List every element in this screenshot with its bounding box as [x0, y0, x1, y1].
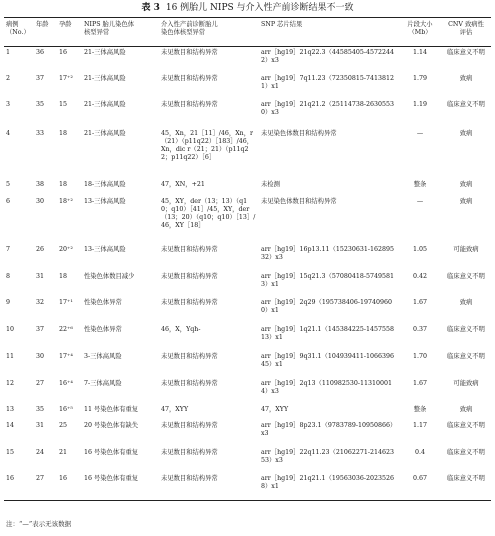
- cell-age: 26: [36, 245, 45, 253]
- cell-nips-result: 21-三体高风险: [84, 129, 126, 137]
- cell-snp-array-result: arr［hg19］1q21.1（145384225-145755813）x1: [261, 325, 395, 341]
- header-line: 介入性产前诊断胎儿: [161, 21, 218, 28]
- cell-snp-array-result: arr［hg19］16p13.11（15230631-16289532）x3: [261, 245, 395, 261]
- cell-fragment-size: —: [416, 129, 424, 137]
- cell-gestational-age: 25: [59, 421, 68, 429]
- table-caption: [0, 2, 495, 14]
- cell-age: 33: [36, 129, 45, 137]
- cell-nips-result: 20 号染色体有缺失: [84, 421, 139, 429]
- cell-age: 30: [36, 197, 45, 205]
- cell-case-no: 12: [6, 379, 15, 387]
- cell-case-no: 4: [6, 129, 11, 137]
- cell-fragment-size: 1.05: [412, 245, 428, 253]
- cell-nips-result: 性染色体异常: [84, 325, 122, 333]
- cell-fragment-size: 1.14: [412, 49, 428, 56]
- cell-invasive-karyotype: 未见数目和结构异常: [161, 298, 218, 306]
- cell-invasive-karyotype: 46，X，Yqh-: [161, 325, 201, 333]
- header-line: 染色体核型异常: [161, 29, 206, 37]
- cell-age: 37: [36, 325, 45, 333]
- table-row: [4, 378, 491, 404]
- cell-case-no: 9: [6, 298, 11, 306]
- cell-snp-array-result: arr［hg19］15q21.3（57080418-57495813）x1: [261, 272, 395, 288]
- header-line: 孕龄: [59, 21, 72, 28]
- cell-invasive-karyotype: 45，Xn，21［11］/46，Xn，r（21）（p11q22）［183］/46，Xn，dic r（21；21）（p11q22；p11q22）［6］: [161, 129, 254, 162]
- cell-fragment-size: 0.4: [414, 448, 425, 456]
- cell-fragment-size: 1.70: [412, 352, 428, 360]
- cell-cnv-assessment: 临床意义不明: [447, 448, 485, 456]
- cell-age: 31: [36, 272, 45, 280]
- header-invasive-karyotype: [159, 18, 259, 47]
- cell-fragment-size: 1.67: [412, 298, 428, 306]
- cell-invasive-karyotype: 未见数目和结构异常: [159, 473, 259, 501]
- cell-invasive-karyotype: 未见数目和结构异常: [161, 49, 218, 56]
- header-line: SNP 芯片结果: [261, 21, 303, 28]
- cell-gestational-age: 15: [59, 100, 68, 108]
- table-row: [4, 420, 491, 447]
- cell-case-no: 1: [6, 49, 11, 56]
- cell-nips-result: 16 号染色体有重复: [84, 448, 139, 456]
- cell-snp-array-result: arr［hg19］22q11.23（21062271-21462353）x3: [261, 448, 395, 464]
- cell-snp-array-result: 未见染色体数目和结构异常: [261, 129, 337, 137]
- cell-invasive-karyotype: 未见数目和结构异常: [161, 245, 218, 253]
- cell-cnv-assessment: 致病: [459, 129, 473, 137]
- header-line: （Mb）: [408, 29, 432, 37]
- cell-cnv-assessment: 临床意义不明: [447, 325, 485, 333]
- cell-fragment-size: 整条: [413, 405, 427, 413]
- cell-nips-result: 21-三体高风险: [84, 100, 126, 108]
- cell-fragment-size: —: [416, 197, 424, 205]
- cell-case-no: 3: [6, 100, 11, 108]
- cell-snp-array-result: arr［hg19］21q21.1（19563036-20235268）x1: [259, 473, 399, 501]
- table-row: [4, 297, 491, 324]
- table-row: [4, 404, 491, 420]
- cell-fragment-size: 1.79: [412, 74, 428, 82]
- cell-gestational-age: 18⁺²: [59, 197, 73, 205]
- cell-cnv-assessment: 致病: [459, 180, 473, 188]
- cell-case-no: 11: [6, 352, 15, 360]
- cell-gestational-age: 17⁺⁴: [59, 352, 73, 360]
- cell-nips-result: 16 号染色体有重复: [82, 473, 159, 501]
- cell-snp-array-result: arr［hg19］7q11.23（72350815-74138121）x1: [261, 74, 395, 90]
- header-cnv-assessment: [441, 18, 491, 47]
- table-row: [4, 47, 491, 73]
- cell-age: 24: [36, 448, 45, 456]
- cell-case-no: 14: [6, 421, 15, 429]
- cell-gestational-age: 17⁺²: [59, 74, 73, 82]
- header-line: 年龄: [36, 21, 49, 28]
- cell-case-no: 5: [6, 180, 11, 188]
- cell-nips-result: 21-三体高风险: [84, 74, 126, 82]
- cell-age: 35: [36, 405, 45, 413]
- cell-fragment-size: 1.19: [412, 100, 428, 108]
- cell-cnv-assessment: 临床意义不明: [447, 49, 485, 56]
- cell-age: 32: [36, 298, 45, 306]
- cell-age: 36: [36, 49, 45, 56]
- cell-snp-array-result: 未检测: [261, 180, 280, 188]
- cell-case-no: 6: [6, 197, 11, 205]
- table-row: [4, 351, 491, 378]
- cell-cnv-assessment: 可能致病: [453, 245, 479, 253]
- cell-case-no: 8: [6, 272, 11, 280]
- cell-nips-result: 7-三体高风险: [84, 379, 122, 387]
- cell-gestational-age: 16: [59, 49, 68, 56]
- header-line: NIPS 胎儿染色体: [84, 21, 135, 28]
- cell-nips-result: 13-三体高风险: [84, 245, 126, 253]
- cell-age: 27: [36, 379, 45, 387]
- cell-fragment-size: 0.67: [399, 473, 441, 501]
- cell-gestational-age: 20⁺²: [59, 245, 73, 253]
- cell-nips-result: 18-三体高风险: [84, 180, 126, 188]
- table-row: [4, 447, 491, 473]
- cell-case-no: 16: [4, 473, 34, 501]
- table-header-row: [4, 18, 491, 47]
- cell-invasive-karyotype: 47，XYY: [161, 405, 189, 413]
- table-row: [4, 244, 491, 271]
- table-row: [4, 73, 491, 99]
- cell-nips-result: 性染色体异常: [84, 298, 122, 306]
- cell-age: 38: [36, 180, 45, 188]
- cell-cnv-assessment: 临床意义不明: [447, 352, 485, 360]
- cell-fragment-size: 0.42: [412, 272, 428, 280]
- cell-snp-array-result: arr［hg19］8p23.1（9783789-10950866）x3: [261, 421, 397, 437]
- cell-nips-result: 21-三体高风险: [84, 49, 126, 56]
- cell-invasive-karyotype: 未见数目和结构异常: [161, 272, 218, 280]
- table-row: [4, 179, 491, 196]
- table-row: [4, 324, 491, 351]
- header-age: [34, 18, 57, 47]
- cell-age: 37: [36, 74, 45, 82]
- cell-snp-array-result: 未见染色体数目和结构异常: [261, 197, 337, 205]
- table-row: [4, 128, 491, 179]
- cell-nips-result: 11 号染色体有重复: [84, 405, 139, 413]
- cell-gestational-age: 18: [59, 129, 68, 137]
- header-line: CNV 致病性: [448, 21, 484, 28]
- cell-fragment-size: 整条: [413, 180, 427, 188]
- cell-age: 30: [36, 352, 45, 360]
- header-line: （No.）: [6, 29, 30, 37]
- header-snp-array-result: [259, 18, 399, 47]
- cell-case-no: 13: [6, 405, 15, 413]
- cell-cnv-assessment: 致病: [459, 405, 473, 413]
- cell-invasive-karyotype: 未见数目和结构异常: [161, 352, 218, 360]
- cell-snp-array-result: arr［hg19］21q22.3（44585405-45722442）x3: [261, 49, 395, 65]
- header-case-no: [4, 18, 34, 47]
- cell-cnv-assessment: 致病: [459, 298, 473, 306]
- cell-gestational-age: 21: [59, 448, 68, 456]
- cell-snp-array-result: arr［hg19］9q31.1（104939411-106639645）x1: [261, 352, 395, 368]
- table-footnote: 注：“—”表示无该数据: [6, 520, 72, 528]
- results-table: [4, 17, 491, 501]
- cell-cnv-assessment: 致病: [459, 74, 473, 82]
- cell-cnv-assessment: 临床意义不明: [447, 100, 485, 108]
- cell-fragment-size: 1.67: [412, 379, 428, 387]
- cell-cnv-assessment: 临床意义不明: [447, 272, 485, 280]
- cell-gestational-age: 17⁺¹: [59, 298, 73, 306]
- table-title: 16 例胎儿 NIPS 与介入性产前诊断结果不一致: [165, 3, 354, 13]
- cell-invasive-karyotype: 未见数目和结构异常: [161, 100, 218, 108]
- cell-cnv-assessment: 致病: [459, 197, 473, 205]
- cell-cnv-assessment: 临床意义不明: [447, 421, 485, 429]
- cell-case-no: 10: [6, 325, 15, 333]
- cell-case-no: 7: [6, 245, 11, 253]
- table-row: [4, 473, 491, 501]
- header-nips-result: [82, 18, 159, 47]
- cell-nips-result: 13-三体高风险: [84, 197, 126, 205]
- cell-gestational-age: 16⁺⁴: [59, 379, 73, 387]
- cell-age: 31: [36, 421, 45, 429]
- cell-nips-result: 性染色体数目减少: [84, 272, 135, 280]
- cell-fragment-size: 0.37: [412, 325, 428, 333]
- cell-age: 35: [36, 100, 45, 108]
- cell-invasive-karyotype: 未见数目和结构异常: [161, 379, 218, 387]
- table-number: 表 3: [141, 3, 160, 13]
- table-row: [4, 99, 491, 128]
- cell-snp-array-result: 47，XYY: [261, 405, 289, 413]
- cell-fragment-size: 1.17: [412, 421, 428, 429]
- cell-cnv-assessment: 临床意义不明: [441, 473, 491, 501]
- cell-case-no: 15: [6, 448, 15, 456]
- cell-age: 27: [34, 473, 57, 501]
- table-row: [4, 196, 491, 244]
- cell-gestational-age: 18: [59, 272, 68, 280]
- cell-nips-result: 3-三体高风险: [84, 352, 122, 360]
- cell-invasive-karyotype: 未见数目和结构异常: [161, 421, 218, 429]
- header-line: 片段大小: [407, 21, 433, 28]
- cell-snp-array-result: arr［hg19］21q21.2（25114738-26305530）x3: [261, 100, 395, 116]
- header-line: 评估: [459, 29, 473, 37]
- cell-gestational-age: 16: [57, 473, 82, 501]
- cell-invasive-karyotype: 未见数目和结构异常: [161, 74, 218, 82]
- cell-gestational-age: 18: [59, 180, 68, 188]
- table-row: [4, 271, 491, 297]
- cell-case-no: 2: [6, 74, 11, 82]
- cell-gestational-age: 22⁺⁶: [59, 325, 73, 333]
- cell-cnv-assessment: 可能致病: [453, 379, 479, 387]
- cell-invasive-karyotype: 未见数目和结构异常: [161, 448, 218, 456]
- cell-snp-array-result: arr［hg19］2q29（195738406-197409600）x1: [261, 298, 393, 314]
- cell-invasive-karyotype: 47，XN，+21: [161, 180, 205, 188]
- cell-invasive-karyotype: 45，XY，der（13；13）（q10；q10）［41］/45，XY，der（13；20）（q10；q10）［13］/46，XY［18］: [161, 197, 256, 230]
- header-line: 病例: [6, 21, 19, 28]
- header-fragment-size: [399, 18, 441, 47]
- cell-gestational-age: 16⁺⁵: [59, 405, 73, 413]
- header-line: 核型异常: [84, 29, 110, 37]
- header-gestational-age: [57, 18, 82, 47]
- cell-snp-array-result: arr［hg19］2q13（110982530-113100014）x3: [261, 379, 393, 395]
